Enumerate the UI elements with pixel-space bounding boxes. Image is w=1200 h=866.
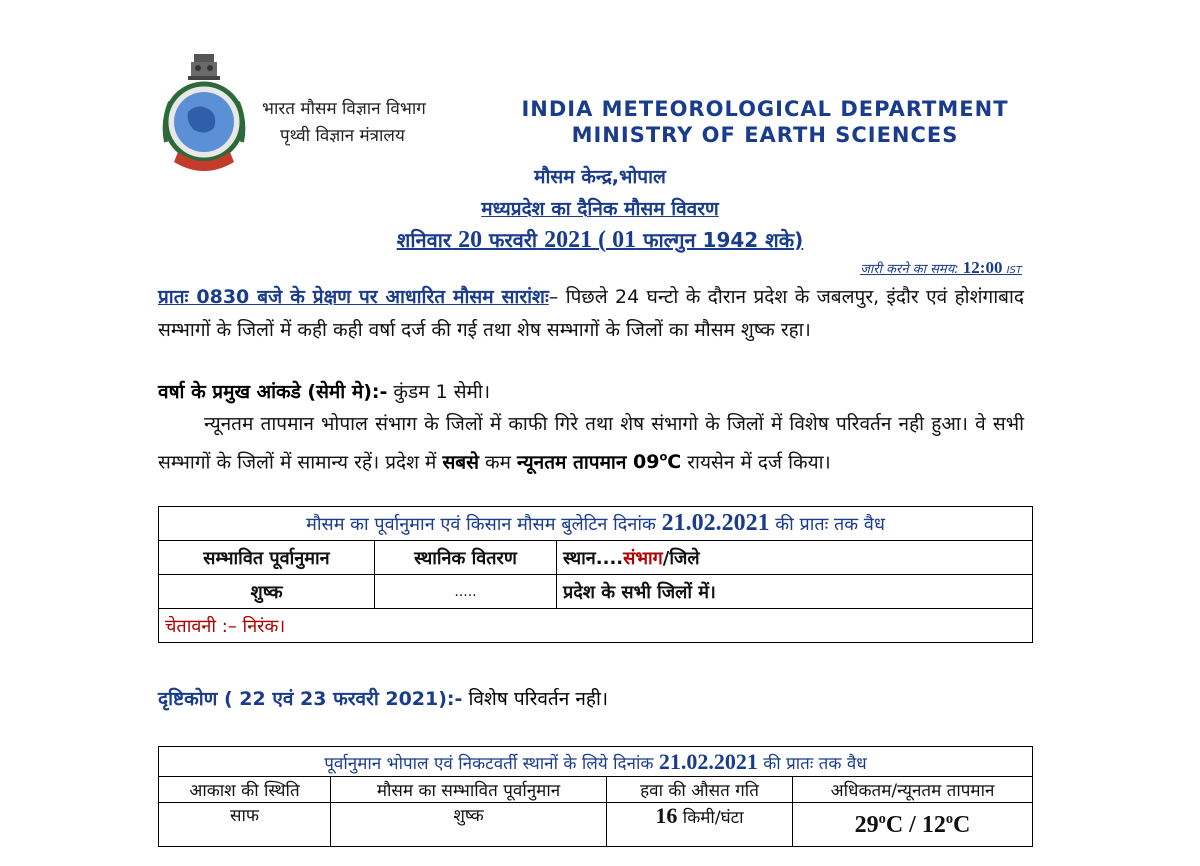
bhopal-header-temp: अधिकतम/न्यूनतम तापमान bbox=[793, 777, 1033, 803]
weather-summary bbox=[158, 281, 1024, 347]
max-temp-degree: o bbox=[878, 810, 886, 827]
forecast-header-division: संभाग bbox=[623, 547, 663, 569]
imd-emblem bbox=[158, 52, 250, 178]
temperature-degree: o bbox=[659, 450, 668, 464]
temperature-bold-min: न्यूनतम तापमान bbox=[517, 451, 627, 474]
hindi-org-name bbox=[262, 96, 426, 150]
outlook bbox=[158, 685, 608, 711]
bhopal-cell-sky: साफ bbox=[159, 803, 331, 847]
date-saka: फाल्गुन 1942 शके) bbox=[643, 228, 804, 252]
date-number: 20 bbox=[458, 227, 483, 253]
min-temp: 12 bbox=[921, 811, 946, 838]
date-year: 2021 ( 01 bbox=[544, 227, 637, 253]
issue-time-label: जारी करने का समय: bbox=[860, 262, 959, 277]
forecast-table bbox=[158, 506, 1033, 643]
temperature-place: रायसेन bbox=[681, 451, 735, 474]
temperature-bold-lowest: सबसे bbox=[442, 451, 479, 474]
max-temp: 29 bbox=[854, 811, 879, 838]
date-day: शनिवार bbox=[396, 228, 452, 252]
temperature-value bbox=[626, 451, 681, 473]
bhopal-header-wind: हवा की औसत गति bbox=[607, 777, 793, 803]
summary-text: – पिछले 24 घन्टो के दौरान प्रदेश के जबलपुर, इंदौर एवं होशंगाबाद सम्भागों के जिलों में कही कही वर्षा दर्ज की गई तथा शेष सम्भागों के जिलों का मौसम शुष्क रहा। bbox=[158, 286, 1024, 341]
issue-time-zone: IST bbox=[1006, 265, 1022, 276]
warning-label: चेतावनी :– bbox=[165, 615, 237, 637]
forecast-cell-spatial: ..... bbox=[375, 575, 557, 609]
english-org-name bbox=[500, 96, 1030, 148]
forecast-header-district: /जिले bbox=[662, 547, 700, 569]
issue-time-value: 12:00 bbox=[962, 258, 1003, 277]
forecast-title-suffix: की प्रातः तक वैध bbox=[775, 514, 885, 535]
bhopal-cell-temp bbox=[793, 803, 1033, 847]
warning-value: निरंक। bbox=[236, 615, 286, 637]
bhopal-forecast-table bbox=[158, 746, 1033, 847]
forecast-header-location-label: स्थान.... bbox=[563, 547, 624, 569]
forecast-header-location bbox=[557, 541, 1033, 575]
forecast-header-expected: सम्भावित पूर्वानुमान bbox=[159, 541, 375, 575]
hindi-ministry-name: पृथ्वी विज्ञान मंत्रालय bbox=[280, 126, 405, 146]
wind-value: 16 bbox=[655, 803, 678, 828]
forecast-cell-expected: शुष्क bbox=[159, 575, 375, 609]
bhopal-cell-forecast: शुष्क bbox=[331, 803, 607, 847]
forecast-cell-location: प्रदेश के सभी जिलों में। bbox=[557, 575, 1033, 609]
outlook-value: विशेष परिवर्तन नही। bbox=[462, 688, 609, 710]
temperature-number: 09 bbox=[626, 451, 660, 474]
bhopal-header-sky: आकाश की स्थिति bbox=[159, 777, 331, 803]
date-month: फरवरी bbox=[489, 228, 538, 252]
min-temp-unit: C bbox=[953, 811, 971, 838]
forecast-header-spatial: स्थानिक वितरण bbox=[375, 541, 557, 575]
wind-unit: किमी/घंटा bbox=[677, 808, 744, 828]
bhopal-header-forecast: मौसम का सम्भावित पूर्वानुमान bbox=[331, 777, 607, 803]
bhopal-table-title bbox=[159, 747, 1033, 777]
temperature-summary bbox=[158, 408, 1024, 479]
temperature-mid: कम bbox=[479, 451, 518, 474]
bhopal-title-suffix: की प्रातः तक वैध bbox=[763, 753, 867, 774]
bhopal-title-prefix: पूर्वानुमान भोपाल एवं निकटवर्ती स्थानों के लिये दिनांक bbox=[324, 753, 654, 774]
rainfall-summary bbox=[158, 376, 1024, 409]
issue-time bbox=[700, 258, 1022, 278]
forecast-warning bbox=[159, 609, 1033, 643]
forecast-title-prefix: मौसम का पूर्वानुमान एवं किसान मौसम बुलेटिन दिनांक bbox=[306, 514, 656, 535]
temp-separator: / bbox=[903, 811, 922, 838]
hindi-dept-name: भारत मौसम विज्ञान विभाग bbox=[262, 99, 426, 119]
forecast-table-title bbox=[159, 507, 1033, 541]
bhopal-title-date: 21.02.2021 bbox=[658, 748, 758, 774]
english-ministry-name: MINISTRY OF EARTH SCIENCES bbox=[571, 123, 959, 147]
english-dept-name: INDIA METEOROLOGICAL DEPARTMENT bbox=[521, 97, 1009, 121]
outlook-label: दृष्टिकोण ( 22 एवं 23 फरवरी 2021):- bbox=[158, 688, 463, 710]
temperature-unit: C bbox=[667, 451, 682, 474]
report-title: मध्यप्रदेश का दैनिक मौसम विवरण bbox=[481, 198, 719, 220]
temperature-text: न्यूनतम तापमान भोपाल संभाग के जिलों में काफी गिरे तथा शेष संभागो के जिलों में विशेष परिवर्तन नही हुआ। वे सभी सम्भागों के जिलों में सामान्य रहें। प्रदेश में bbox=[158, 413, 1024, 474]
min-temp-degree: o bbox=[945, 810, 954, 827]
max-temp-unit: C bbox=[885, 811, 904, 838]
bhopal-cell-wind bbox=[607, 803, 793, 847]
temperature-end: में दर्ज किया। bbox=[734, 451, 831, 474]
forecast-title-date: 21.02.2021 bbox=[661, 510, 770, 536]
rainfall-label: वर्षा के प्रमुख आंकडे (सेमी मे):- bbox=[158, 381, 388, 403]
centre-name: मौसम केन्द्र,भोपाल bbox=[534, 166, 666, 188]
report-date bbox=[160, 226, 1040, 254]
summary-heading: प्रातः 0830 बजे के प्रेक्षण पर आधारित मौसम सारांशः bbox=[158, 286, 549, 308]
rainfall-value: कुंडम 1 सेमी। bbox=[387, 381, 491, 403]
